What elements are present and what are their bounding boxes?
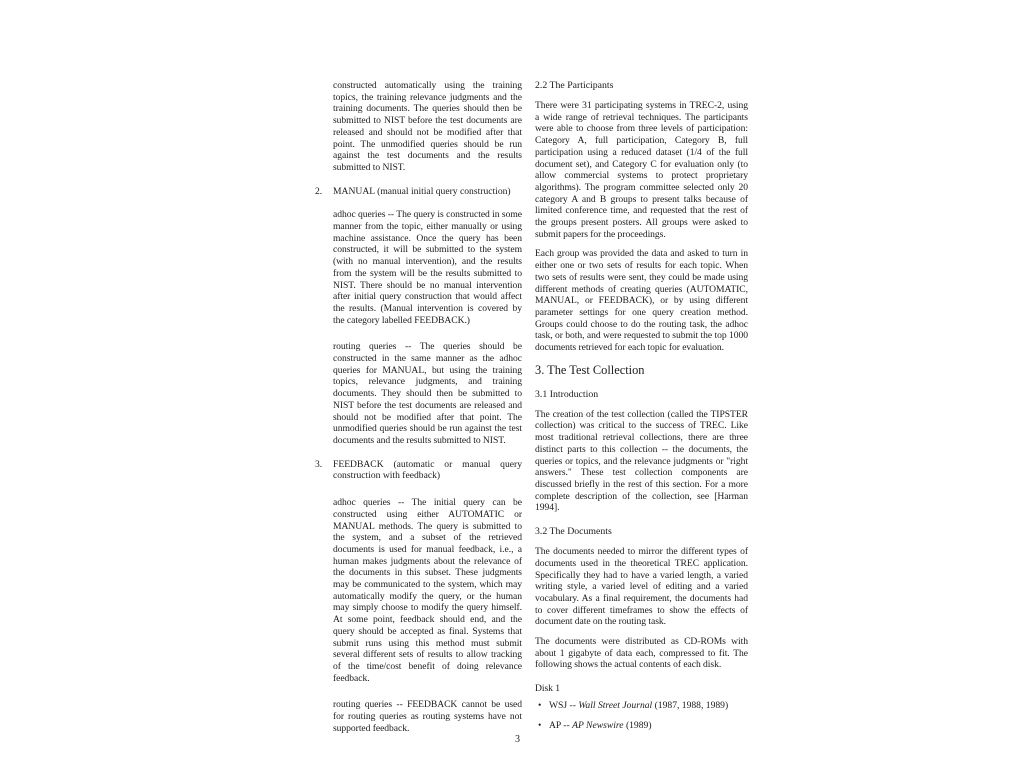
paragraph-feedback-adhoc: adhoc queries -- The initial query can be constructed using either AUTOMATIC or MANUAL methods. The query is submitted to the system, and a subset of the retrieved documents is used for manual feedback, i.e., a human makes judgments about the relevance of the documents in this subset. These judgments may be communicated to the system, which may automatically modify the query, or the human may simply choose to modify the query himself. At some point, feedback should end, and the query should be accepted as final. Systems that submit runs using this method must submit several different sets of results to allow tracking of the time/cost benefit of doing relevance feedback.	[333, 497, 522, 684]
bullet-icon: •	[538, 699, 542, 711]
paragraph-participants-2: Each group was provided the data and asked to turn in either one or two sets of results for each topic. When two sets of results were sent, they could be made using different methods of creating queries (AUTOMATIC, MANUAL, or FEEDBACK), or by using different parameter settings for one query creation method. Groups could choose to do the routing task, the adhoc task, or both, and were requested to submit the top 1000 documents retrieved for each topic for evaluation.	[535, 248, 748, 354]
paragraph-manual-routing: routing queries -- The queries should be constructed in the same manner as the adhoc queries for MANUAL, but using the training topics, relevance judgments, and training documents. They should then be submitted to NIST before the test documents are released and should not be modified after that point. The unmodified queries should be run against the test documents and the results submitted to NIST.	[333, 341, 522, 446]
collection-code: AP --	[549, 719, 573, 731]
collection-years: (1989)	[623, 719, 652, 731]
collection-title: Wall Street Journal	[578, 699, 653, 711]
list-item	[538, 699, 748, 712]
enum-label: FEEDBACK (automatic or manual query construction with feedback)	[333, 458, 522, 482]
paragraph-feedback-routing: routing queries -- FEEDBACK cannot be used for routing queries as routing systems have not supported feedback.	[333, 699, 522, 734]
heading-participants: 2.2 The Participants	[535, 80, 614, 91]
paragraph-introduction: The creation of the test collection (called the TIPSTER collection) was critical to the success of TREC. Like most traditional retrieval collections, there are three distinct parts to this collection -- the documents, the queries or topics, and the relevance judgments or "right answers." These test collection components are discussed briefly in the rest of this section. For a more complete description of the collection, see [Harman 1994].	[535, 408, 748, 514]
collection-code: WSJ --	[549, 699, 579, 711]
disk-1-label: Disk 1	[535, 683, 561, 695]
paragraph-manual-adhoc: adhoc queries -- The query is constructed in some manner from the topic, either manually or using machine assistance. Once the query has been constructed, it will be submitted to the system (with no manual intervention), and the results from the system will be the results submitted to NIST. There should be no manual intervention after initial query construction that would affect the results. (Manual intervention is covered by the category labelled FEEDBACK.)	[333, 209, 522, 326]
bullet-icon: •	[538, 719, 542, 731]
enum-label: MANUAL (manual initial query construction)	[333, 185, 511, 197]
paragraph-documents-1: The documents needed to mirror the different types of documents used in the theoretical TREC application. Specifically they had to have a varied length, a varied writing style, a varied level of editing and a varied vocabulary. As a final requirement, the documents had to cover different timeframes to show the effects of document date on the routing task.	[535, 546, 748, 628]
collection-title: AP Newswire	[572, 719, 624, 731]
paragraph-participants-1: There were 31 participating systems in TREC-2, using a wide range of retrieval techniques. The participants were able to choose from three levels of participation: Category A, full participation, Category B, full participation using a reduced dataset (1/4 of the full document set), and Category C for evaluation only (to allow commercial systems to protect proprietary algorithms). The program committee selected only 20 category A and B groups to present talks because of limited conference time, and requested that the rest of the groups present posters. All groups were asked to submit papers for the proceedings.	[535, 100, 748, 240]
enum-item-feedback	[315, 458, 522, 482]
enum-item-manual	[315, 185, 522, 198]
list-item	[538, 719, 748, 732]
paragraph-documents-2: The documents were distributed as CD-ROMs with about 1 gigabyte of data each, compressed to fit. The following shows the actual contents of each disk.	[535, 636, 748, 671]
paragraph-automatic-routing-continued: constructed automatically using the training topics, the training relevance judgments and the training documents. The queries should then be submitted to NIST before the test documents are released and should not be modified after that point. The unmodified queries should be run against the test documents and the results submitted to NIST.	[333, 80, 522, 173]
disk-1-list	[535, 700, 748, 731]
heading-introduction: 3.1 Introduction	[535, 388, 599, 400]
enum-number: 3.	[315, 458, 323, 470]
enum-number: 2.	[315, 185, 323, 197]
section-title-test-collection: 3. The Test Collection	[535, 362, 645, 377]
left-column	[315, 80, 522, 734]
page-number: 3	[515, 734, 520, 745]
right-column	[535, 80, 748, 739]
heading-documents: 3.2 The Documents	[535, 526, 612, 538]
collection-years: (1987, 1988, 1989)	[652, 699, 729, 711]
